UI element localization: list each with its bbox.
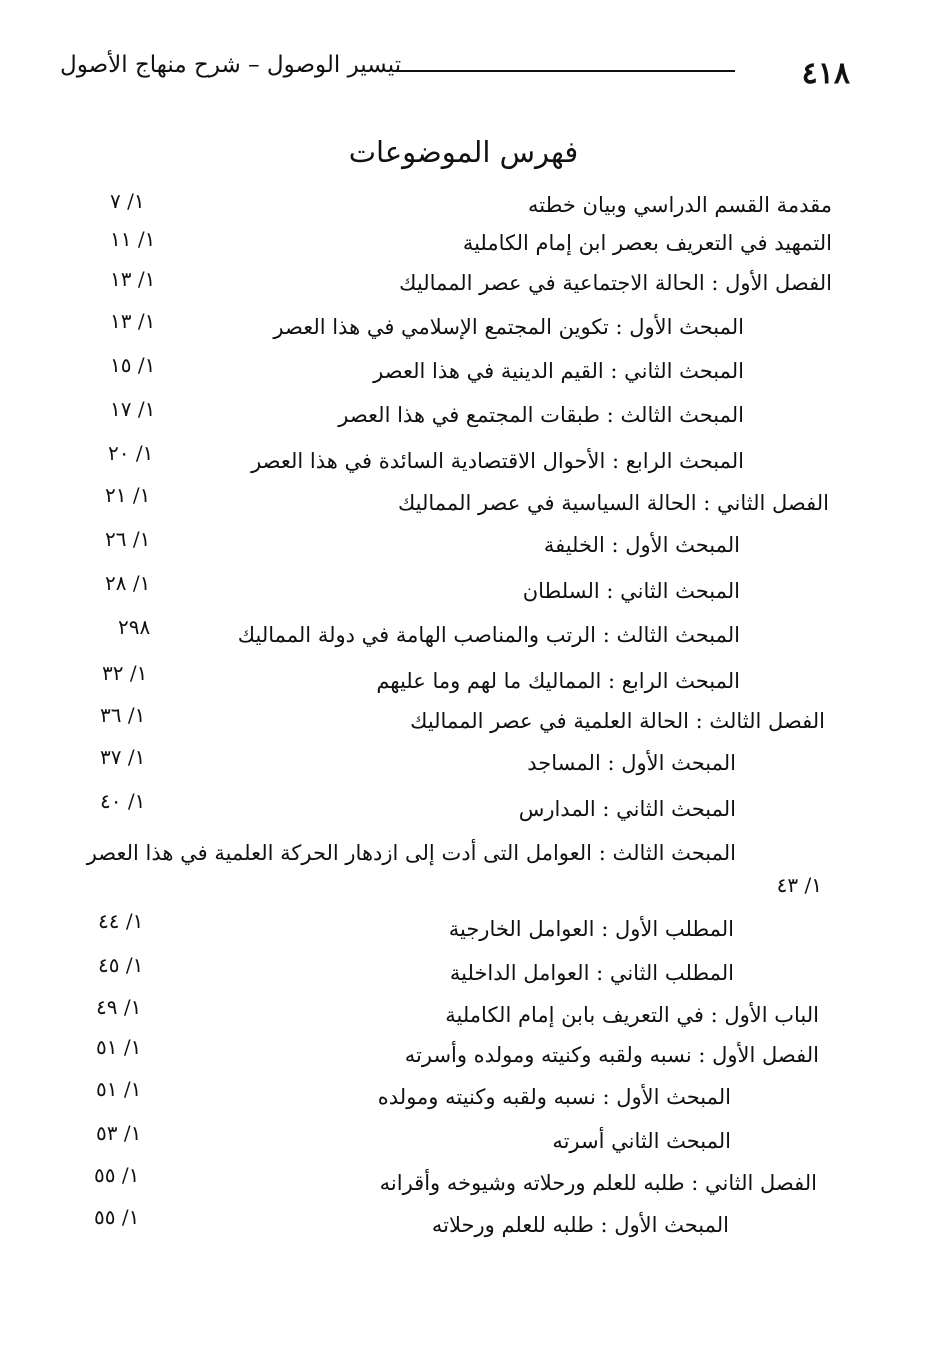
page-number: ٤١٨ <box>801 56 850 91</box>
toc-heading: فهرس الموضوعات <box>348 135 579 169</box>
toc-entry-title: المبحث الأول : المساجد <box>527 751 736 775</box>
toc-entry-page: ١/ ٢٠ <box>108 441 154 465</box>
toc-entry-title: المبحث الأول : الخليفة <box>543 533 740 557</box>
toc-entry-page: ١/ ٤٥ <box>98 953 144 977</box>
toc-entry-page: ١/ ١٣ <box>110 309 156 333</box>
toc-entry-page: ١/ ٢٨ <box>105 571 151 595</box>
toc-entry-page: ١/ ٢١ <box>105 483 151 507</box>
toc-entry-page: ١/ ٥٣ <box>96 1121 142 1145</box>
toc-entry-title: الفصل الثاني : الحالة السياسية في عصر المماليك <box>397 491 829 515</box>
toc-entry-page: ١/ ١٧ <box>110 397 156 421</box>
toc-entry-title: المبحث الثاني : القيم الدينية في هذا العصر <box>373 359 744 383</box>
toc-entry-title: الفصل الثالث : الحالة العلمية في عصر المماليك <box>410 709 825 733</box>
toc-entry-page: ١/ ٧ <box>110 189 145 213</box>
toc-entry-page: ١/ ٤٠ <box>100 789 146 813</box>
toc-entry-title: الباب الأول : في التعريف بابن إمام الكاملية <box>445 1003 819 1027</box>
toc-entry-title: المطلب الثاني : العوامل الداخلية <box>449 961 734 985</box>
header-rule <box>395 70 735 72</box>
toc-entry-title: المبحث الأول : نسبه ولقبه وكنيته ومولده <box>377 1085 731 1109</box>
toc-entry-page: ١/ ٣٧ <box>100 745 146 769</box>
toc-entry-title: المبحث الثاني : المدارس <box>518 797 736 821</box>
toc-entry-page: ١/ ١٥ <box>110 353 156 377</box>
toc-entry-page: ١/ ٥٥ <box>94 1163 140 1187</box>
running-title: تيسير الوصول – شرح منهاج الأصول <box>60 52 402 78</box>
toc-entry-title: المبحث الأول : طلبه للعلم ورحلاته <box>431 1213 729 1237</box>
toc-entry-page: ١/ ٥١ <box>96 1077 142 1101</box>
toc-entry-title: المبحث الثاني أسرته <box>552 1129 731 1153</box>
toc-entry-title: المبحث الثالث : طبقات المجتمع في هذا العصر <box>338 403 744 427</box>
toc-entry-title: المبحث الرابع : الأحوال الاقتصادية السائدة في هذا العصر <box>251 449 744 473</box>
toc-entry-title: المبحث الثاني : السلطان <box>522 579 740 603</box>
toc-entry-title: التمهيد في التعريف بعصر ابن إمام الكاملية <box>462 231 832 255</box>
toc-entry-title: المبحث الثالث : العوامل التى أدت إلى ازدهار الحركة العلمية في هذا العصر <box>86 841 736 865</box>
toc-entry-page: ١/ ٢٦ <box>105 527 151 551</box>
toc-entry-title: المطلب الأول : العوامل الخارجية <box>448 917 734 941</box>
page-header <box>60 48 850 98</box>
toc-entry-page: ١/ ٣٢ <box>102 661 148 685</box>
toc-entry-page: ١/ ٥١ <box>96 1035 142 1059</box>
toc-entry-page: ١/ ٤٣ <box>776 873 822 897</box>
toc-entry-page: ١/ ١١ <box>110 227 156 251</box>
toc-entry-title: الفصل الأول : الحالة الاجتماعية في عصر المماليك <box>399 271 832 295</box>
toc-entry-title: المبحث الأول : تكوين المجتمع الإسلامي في هذا العصر <box>273 315 744 339</box>
toc-entry-title: مقدمة القسم الدراسي وبيان خطته <box>528 193 832 217</box>
toc-entry-page: ١/ ١٣ <box>110 267 156 291</box>
toc-entry-title: المبحث الرابع : المماليك ما لهم وما عليهم <box>376 669 740 693</box>
toc-entry-page: ١/ ٤٤ <box>98 909 144 933</box>
toc-entry-title: المبحث الثالث : الرتب والمناصب الهامة في دولة المماليك <box>237 623 740 647</box>
toc-entry-title: الفصل الثاني : طلبه للعلم ورحلاته وشيوخه وأقرانه <box>379 1171 817 1195</box>
toc-entry-page: ٢٩٨ <box>118 615 151 639</box>
toc-entry-page: ١/ ٤٩ <box>96 995 142 1019</box>
toc-entry-page: ١/ ٣٦ <box>100 703 146 727</box>
toc-entry-page: ١/ ٥٥ <box>94 1205 140 1229</box>
toc-entry-title: الفصل الأول : نسبه ولقبه وكنيته ومولده وأسرته <box>404 1043 819 1067</box>
